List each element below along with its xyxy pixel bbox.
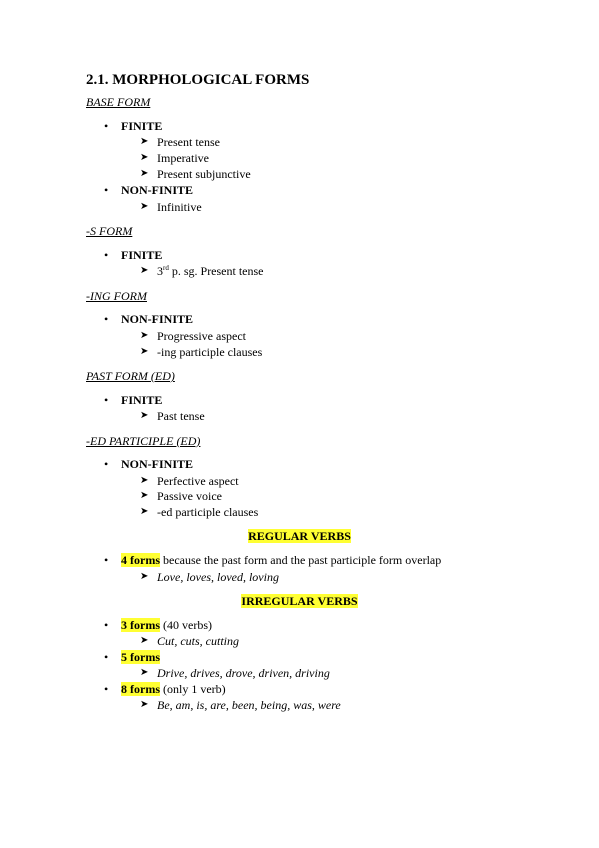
list-item: [157, 265, 264, 277]
list-item: Present subjunctive: [157, 167, 251, 181]
list-item: -ing participle clauses: [157, 345, 263, 359]
irregular-forms-line: [121, 651, 160, 663]
section-heading-ing-form: -ING FORM: [86, 289, 147, 303]
list-item: Perfective aspect: [157, 474, 239, 488]
irregular-forms-note: (only 1 verb): [160, 682, 226, 696]
ordinal-suffix: rd: [163, 264, 169, 272]
section-heading-base-form: BASE FORM: [86, 95, 151, 109]
arrow-icon: ➤: [140, 152, 149, 163]
list-item: Past tense: [157, 409, 205, 423]
irregular-forms-count: 8 forms: [121, 682, 160, 696]
regular-forms-count: 4 forms: [121, 553, 160, 567]
regular-verbs-heading-text: REGULAR VERBS: [248, 529, 351, 543]
section-heading-ed-participle: -ED PARTICIPLE (ED): [86, 434, 201, 448]
irregular-example: Drive, drives, drove, driven, driving: [157, 666, 330, 680]
list-item: Progressive aspect: [157, 329, 246, 343]
list-item-text: p. sg. Present tense: [168, 264, 264, 278]
nonfinite-label: NON-FINITE: [121, 183, 194, 197]
finite-label: FINITE: [121, 393, 163, 407]
arrow-icon: ➤: [140, 635, 149, 646]
bullet-icon: •: [104, 457, 109, 471]
arrow-icon: ➤: [140, 136, 149, 147]
bullet-icon: •: [104, 650, 109, 664]
irregular-forms-line: [121, 683, 226, 695]
arrow-icon: ➤: [140, 475, 149, 486]
irregular-example: Be, am, is, are, been, being, was, were: [157, 698, 341, 712]
regular-forms-note: because the past form and the past participle form overlap: [160, 553, 442, 567]
arrow-icon: ➤: [140, 346, 149, 357]
regular-forms-line: [121, 554, 441, 566]
arrow-icon: ➤: [140, 490, 149, 501]
irregular-forms-note: (40 verbs): [160, 618, 212, 632]
page-title: 2.1. MORPHOLOGICAL FORMS: [86, 72, 310, 88]
section-heading-past-form: PAST FORM (ED): [86, 369, 175, 383]
arrow-icon: ➤: [140, 410, 149, 421]
bullet-icon: •: [104, 312, 109, 326]
irregular-forms-count: 5 forms: [121, 650, 160, 664]
bullet-icon: •: [104, 183, 109, 197]
ordinal-number: 3: [157, 264, 163, 278]
list-item: Infinitive: [157, 200, 202, 214]
irregular-forms-line: [121, 619, 212, 631]
list-item: Passive voice: [157, 489, 222, 503]
finite-label: FINITE: [121, 248, 163, 262]
bullet-icon: •: [104, 393, 109, 407]
regular-example: Love, loves, loved, loving: [157, 570, 279, 584]
arrow-icon: ➤: [140, 667, 149, 678]
arrow-icon: ➤: [140, 265, 149, 276]
bullet-icon: •: [104, 618, 109, 632]
section-heading-s-form: -S FORM: [86, 224, 133, 238]
list-item: Present tense: [157, 135, 220, 149]
irregular-forms-count: 3 forms: [121, 618, 160, 632]
list-item: Imperative: [157, 151, 209, 165]
nonfinite-label: NON-FINITE: [121, 312, 194, 326]
arrow-icon: ➤: [140, 168, 149, 179]
nonfinite-label: NON-FINITE: [121, 457, 194, 471]
irregular-verbs-heading: [0, 595, 599, 607]
arrow-icon: ➤: [140, 699, 149, 710]
arrow-icon: ➤: [140, 201, 149, 212]
list-item: -ed participle clauses: [157, 505, 259, 519]
irregular-verbs-heading-text: IRREGULAR VERBS: [241, 594, 358, 608]
arrow-icon: ➤: [140, 571, 149, 582]
finite-label: FINITE: [121, 119, 163, 133]
bullet-icon: •: [104, 553, 109, 567]
bullet-icon: •: [104, 119, 109, 133]
bullet-icon: •: [104, 682, 109, 696]
irregular-example: Cut, cuts, cutting: [157, 634, 239, 648]
regular-verbs-heading: [0, 530, 599, 542]
arrow-icon: ➤: [140, 506, 149, 517]
bullet-icon: •: [104, 248, 109, 262]
arrow-icon: ➤: [140, 330, 149, 341]
